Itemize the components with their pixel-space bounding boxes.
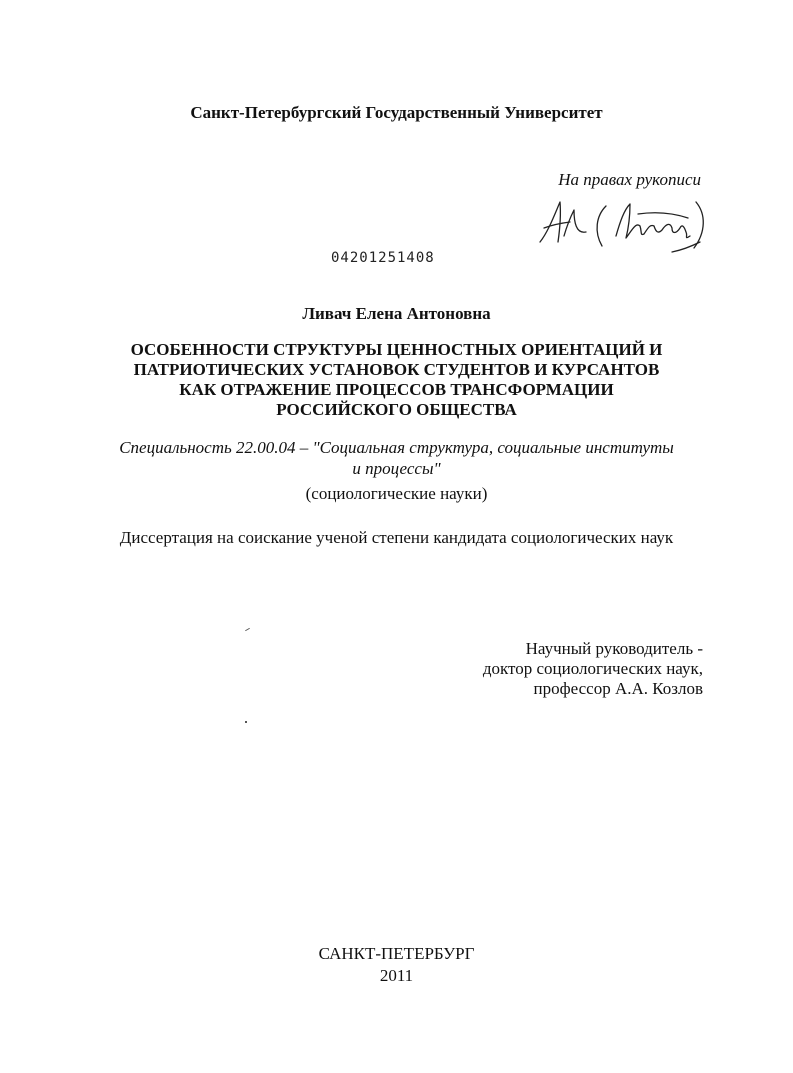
university-name: Санкт-Петербургский Государственный Университет xyxy=(190,103,603,122)
advisor-line: доктор социологических наук, xyxy=(482,659,703,678)
title-line: ОСОБЕННОСТИ СТРУКТУРЫ ЦЕННОСТНЫХ ОРИЕНТАЦИЙ И xyxy=(130,340,663,359)
advisor-line: Научный руководитель - xyxy=(525,639,703,658)
specialty-line: и процессы" xyxy=(352,459,441,478)
scan-speck xyxy=(245,721,247,723)
manuscript-note: На правах рукописи xyxy=(558,170,701,189)
year: 2011 xyxy=(379,966,414,985)
advisor-line: профессор А.А. Козлов xyxy=(533,679,703,698)
dissertation-title xyxy=(0,340,793,420)
scientific-advisor xyxy=(483,639,703,699)
science-field: (социологические науки) xyxy=(305,484,488,503)
title-line: КАК ОТРАЖЕНИЕ ПРОЦЕССОВ ТРАНСФОРМАЦИИ xyxy=(179,380,614,399)
specialty xyxy=(0,437,793,479)
archive-number: 04201251408 xyxy=(331,250,435,266)
specialty-line: Специальность 22.00.04 – "Социальная структура, социальные институты xyxy=(119,438,674,457)
scan-speck xyxy=(245,628,250,631)
title-line: ПАТРИОТИЧЕСКИХ УСТАНОВОК СТУДЕНТОВ И КУРСАНТОВ xyxy=(133,360,660,379)
dissertation-statement: Диссертация на соискание ученой степени кандидата социологических наук xyxy=(119,528,674,547)
handwritten-signature xyxy=(534,192,714,262)
author-name: Ливач Елена Антоновна xyxy=(302,304,491,323)
city: САНКТ-ПЕТЕРБУРГ xyxy=(318,944,475,963)
title-line: РОССИЙСКОГО ОБЩЕСТВА xyxy=(276,400,517,419)
